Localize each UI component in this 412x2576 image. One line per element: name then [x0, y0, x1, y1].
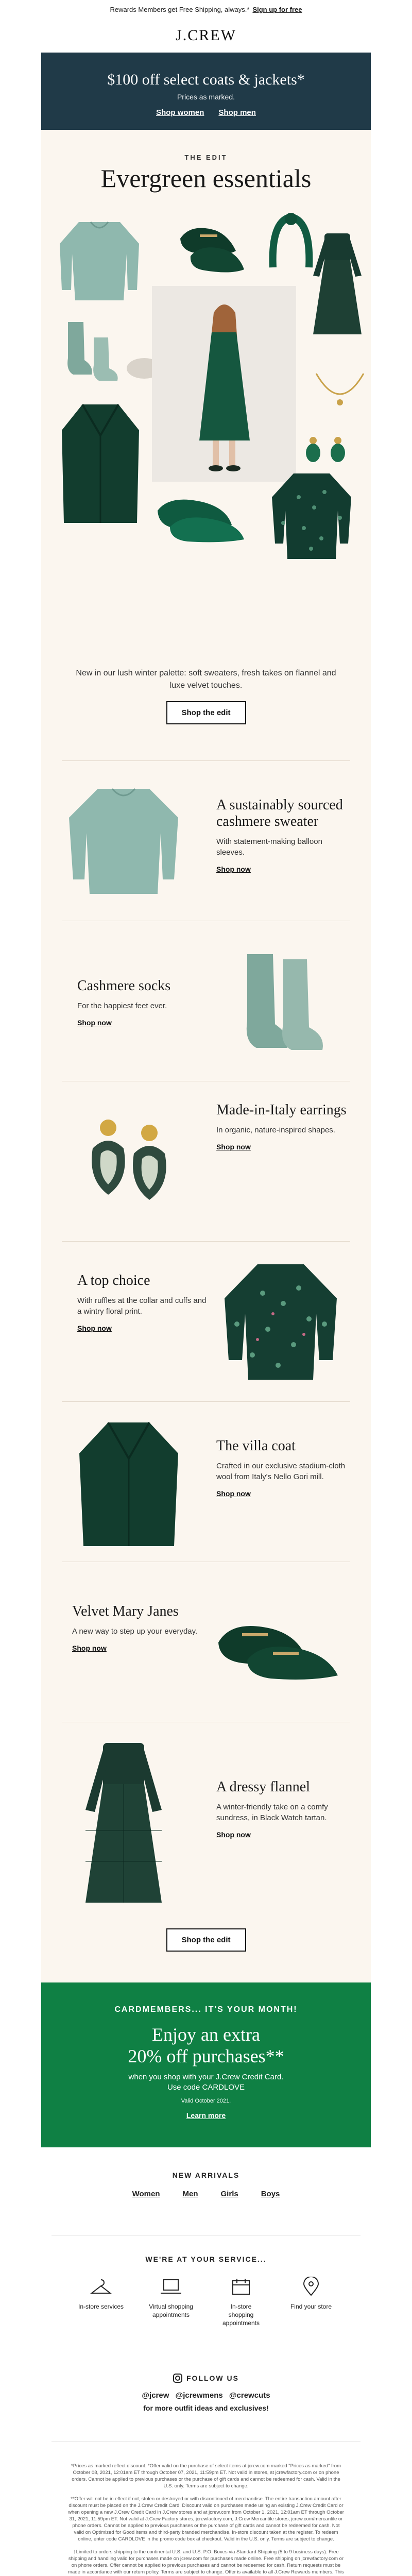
- promo-banner[interactable]: [41, 53, 371, 130]
- product-mary-janes[interactable]: [41, 1562, 371, 1722]
- handle-crewcuts[interactable]: @crewcuts: [229, 2391, 270, 2400]
- in-store-appointments[interactable]: [218, 2277, 264, 2327]
- service-section: [41, 2235, 371, 2369]
- instagram-icon[interactable]: [173, 2374, 182, 2383]
- service-title: WE'RE AT YOUR SERVICE...: [145, 2255, 267, 2263]
- hanger-icon: [90, 2277, 112, 2297]
- card-headline-2: 20% off purchases**: [128, 2046, 284, 2066]
- legal-text: *Prices as marked reflect discount. *Offer valid on the purchase of select items at jcrew.com marked "Prices as marked" from October 08, 2021, 12:01am ET through October 07, 2021, 11:59pm ET. Not valid in stores, at jcrewfactory.com or on phone orders. Cannot be applied to previous purchases or the purchase of gift cards and cannot be redeemed for cash. Valid in the U.S. only. Terms are subject to change.: [71, 2463, 341, 2489]
- arrivals-men-link[interactable]: Men: [182, 2190, 198, 2198]
- green-earrings-image[interactable]: [299, 430, 355, 466]
- handle-jcrewmens[interactable]: @jcrewmens: [175, 2391, 223, 2400]
- card-line-2: Use code CARDLOVE: [167, 2083, 245, 2092]
- follow-title: FOLLOW US: [186, 2374, 239, 2382]
- shop-now-link[interactable]: Shop now: [216, 865, 251, 873]
- in-store-services[interactable]: [78, 2277, 124, 2327]
- service-label: In-store shopping appointments: [222, 2303, 260, 2327]
- necklace-image[interactable]: [309, 363, 371, 425]
- product-desc: In organic, nature-inspired shapes.: [216, 1126, 335, 1134]
- product-coat[interactable]: [41, 1402, 371, 1562]
- shop-now-link[interactable]: Shop now: [216, 1489, 251, 1498]
- shipping-message: Rewards Members get Free Shipping, always.*: [110, 5, 250, 13]
- model-photo[interactable]: [152, 286, 296, 482]
- top-bar: [0, 0, 412, 19]
- product-earrings[interactable]: [41, 1081, 371, 1241]
- product-title: A top choice: [77, 1273, 150, 1289]
- legal-text: †Limited to orders shipping to the continental U.S. and U.S. P.O. Boxes via Standard Shipping (5 to 9 business days). Free shipping and handling valid for purchases made on jcrew.com for purchases made online. Free shipping on jcrewfactory.com or on phone orders. Offer cannot be applied to previous purchases and cannot be redeemed for cash. Return requests must be made in accordance with our return policy. Terms are subject to change. Offer is available to all J.Crew Rewards members. This: [68, 2549, 344, 2575]
- edit-section: [41, 130, 371, 1982]
- product-desc: With statement-making balloon sleeves.: [216, 837, 322, 857]
- product-title: A sustainably sourced cashmere sweater: [216, 797, 343, 829]
- card-line-1: when you shop with your J.Crew Credit Card.: [128, 2073, 284, 2081]
- map-pin-icon: [300, 2277, 322, 2297]
- laptop-icon: [160, 2277, 182, 2297]
- edit-intro: New in our lush winter palette: soft sweaters, fresh takes on flannel and luxe velvet touches.: [76, 669, 336, 690]
- flannel-dress-image[interactable]: [309, 229, 366, 337]
- velvet-flats-image[interactable]: [175, 209, 247, 276]
- service-label: Virtual shopping appointments: [149, 2303, 193, 2318]
- virtual-appointments[interactable]: [148, 2277, 194, 2327]
- edit-kicker: THE EDIT: [184, 154, 228, 161]
- product-title: Velvet Mary Janes: [72, 1603, 179, 1619]
- product-flannel-dress[interactable]: [41, 1722, 371, 1918]
- cardmember-banner[interactable]: [41, 1982, 371, 2147]
- product-title: The villa coat: [216, 1438, 296, 1454]
- calendar-icon: [230, 2277, 252, 2297]
- product-desc: With ruffles at the collar and cuffs and a wintry floral print.: [77, 1296, 207, 1316]
- headband-image[interactable]: [268, 211, 314, 273]
- shop-now-link[interactable]: Shop now: [72, 1644, 107, 1652]
- product-socks[interactable]: [41, 921, 371, 1081]
- product-desc: A winter-friendly take on a comfy sundress, in Black Watch tartan.: [216, 1803, 328, 1822]
- shop-women-link[interactable]: Shop women: [156, 108, 204, 117]
- arrivals-women-link[interactable]: Women: [132, 2190, 160, 2198]
- shop-the-edit-button-bottom[interactable]: Shop the edit: [166, 1928, 246, 1952]
- product-desc: A new way to step up your everyday.: [72, 1627, 198, 1636]
- shop-men-link[interactable]: Shop men: [218, 108, 256, 117]
- card-kicker: CARDMEMBERS... IT'S YOUR MONTH!: [114, 2005, 298, 2014]
- card-headline-1: Enjoy an extra: [152, 2024, 260, 2045]
- learn-more-link[interactable]: Learn more: [186, 2111, 226, 2120]
- follow-section: [41, 2369, 371, 2442]
- coat-image[interactable]: [57, 399, 144, 533]
- shop-the-edit-button[interactable]: Shop the edit: [166, 701, 246, 724]
- promo-headline: $100 off select coats & jackets*: [107, 71, 305, 88]
- shop-now-link[interactable]: Shop now: [216, 1831, 251, 1839]
- arrivals-boys-link[interactable]: Boys: [261, 2190, 280, 2198]
- product-sweater[interactable]: [41, 761, 371, 921]
- product-title: Cashmere socks: [77, 978, 171, 994]
- loafers-image[interactable]: [154, 487, 247, 544]
- product-title: A dressy flannel: [216, 1779, 310, 1795]
- new-arrivals-title: NEW ARRIVALS: [172, 2171, 240, 2179]
- product-top[interactable]: [41, 1242, 371, 1401]
- edit-title: Evergreen essentials: [100, 164, 312, 193]
- signup-link[interactable]: Sign up for free: [252, 5, 302, 13]
- floral-blouse-image[interactable]: [268, 466, 355, 564]
- new-arrivals: [41, 2147, 371, 2235]
- product-title: Made-in-Italy earrings: [216, 1102, 347, 1118]
- find-your-store[interactable]: [288, 2277, 334, 2327]
- jcrew-logo[interactable]: J.CREW: [176, 27, 236, 44]
- shop-now-link[interactable]: Shop now: [77, 1324, 112, 1332]
- email-body: [41, 53, 371, 2576]
- logo-row: [0, 19, 412, 53]
- fine-print: [41, 2463, 371, 2576]
- card-valid: Valid October 2021.: [181, 2098, 231, 2104]
- mary-janes-image[interactable]: [211, 1598, 345, 1686]
- dressy-flannel-image[interactable]: [77, 1738, 170, 1908]
- floral-top-image[interactable]: [216, 1257, 345, 1386]
- follow-more: for more outfit ideas and exclusives!: [143, 2404, 269, 2412]
- sweater-image[interactable]: [56, 213, 143, 306]
- shop-now-link[interactable]: Shop now: [216, 1143, 251, 1151]
- legal-text: **Offer will not be in effect if not, stolen or destroyed or with discontinued of merchandise. The entire transaction amount after discount must be placed on the J.Crew Credit Card. Discount valid on purchases made using an existing J.Crew Credit Card or when opening a new J.Crew Credit Card in J.Crew stores and at jcrew.com from October 1, 2021, 12:01am ET through October 31, 2021, 11:59pm ET. Not valid at J.Crew Factory stores, jcrewfactory.com, J.Crew Mercantile stores, jcrew.com/mercantile or phone orders. Cannot be applied to previous purchases or the purchase of gift cards and cannot be redeemed for cash. Not valid on Optimized for Good items and third-party branded merchandise. In-store discount taken at the register. To redeem online, enter code CARDLOVE in the promo code box at checkout. Valid in the U.S. only. Terms are subject to change.: [68, 2496, 344, 2542]
- product-desc: For the happiest feet ever.: [77, 1002, 167, 1010]
- product-desc: Crafted in our exclusive stadium-cloth wool from Italy's Nello Gori mill.: [216, 1462, 346, 1481]
- arrivals-girls-link[interactable]: Girls: [220, 2190, 238, 2198]
- handle-jcrew[interactable]: @jcrew: [142, 2391, 169, 2400]
- shop-now-link[interactable]: Shop now: [77, 1019, 112, 1027]
- cashmere-sweater-image[interactable]: [62, 782, 185, 900]
- product-collage[interactable]: [52, 209, 360, 662]
- service-label: Find your store: [290, 2303, 332, 2310]
- promo-subtext: Prices as marked.: [177, 93, 235, 101]
- cashmere-socks-image[interactable]: [227, 947, 340, 1060]
- italy-earrings-image[interactable]: [72, 1112, 185, 1215]
- service-label: In-store services: [78, 2303, 124, 2310]
- villa-coat-image[interactable]: [72, 1417, 185, 1551]
